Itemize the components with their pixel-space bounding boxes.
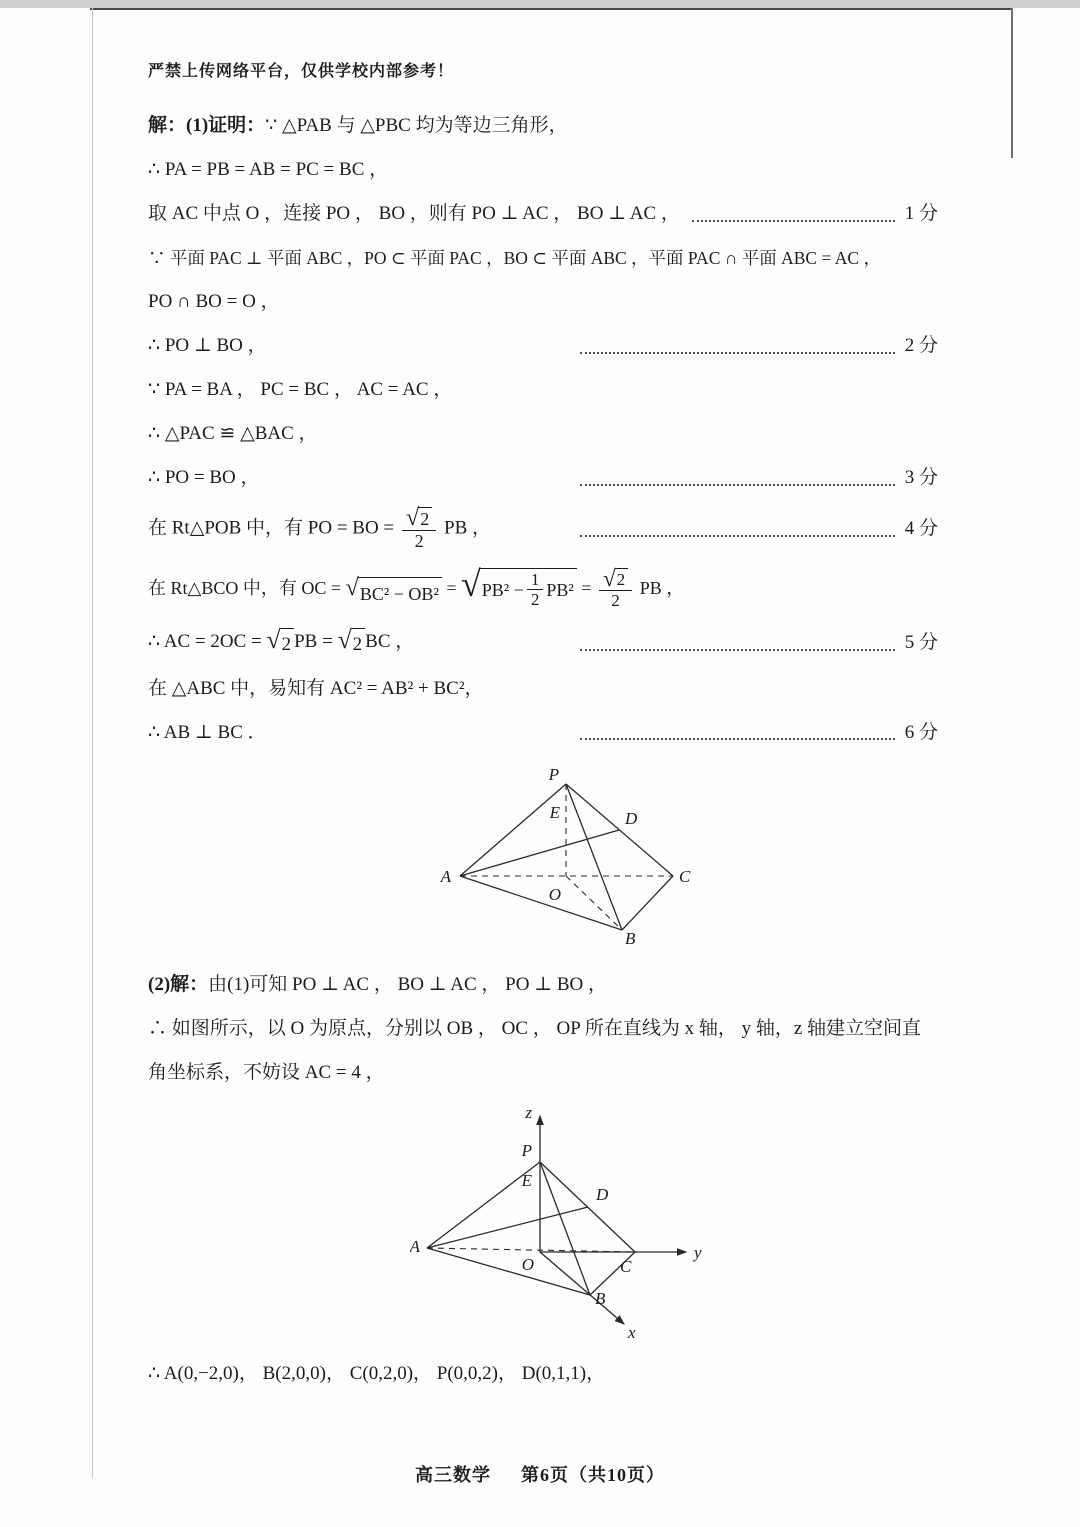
vertex-label-D: D: [625, 808, 638, 828]
denominator: 2: [414, 530, 424, 551]
axis-label-z: z: [525, 1102, 532, 1122]
axis-label-y: y: [694, 1242, 702, 1262]
solution-line-3: [148, 199, 938, 229]
vertex-label-E: E: [549, 802, 560, 822]
sqrt-expression-2: √ PB² − $\frac{1}{2}$ PB²: [461, 568, 577, 610]
radicand: 2: [418, 507, 432, 530]
dotted-leader: [692, 207, 895, 222]
score-mark-4: 4 分: [904, 518, 938, 540]
line11-pre: 在 Rt△BCO 中，有 OC =: [148, 577, 346, 598]
solution-line-8: ∴ △PAC ≌ △BAC ，: [148, 423, 318, 444]
solution-line-12: [148, 624, 938, 660]
vertex-label-B: B: [625, 928, 636, 948]
line14-text: ∴ AB ⊥ BC ．: [148, 721, 267, 743]
sqrt-2: √ 2: [338, 628, 366, 660]
vertex-label-E: E: [521, 1170, 532, 1190]
solution-line-7: ∵ PA = BA ， PC = BC ， AC = AC ，: [148, 379, 453, 400]
score-mark-5: 5 分: [904, 632, 938, 654]
footer-page-number: 第6页（共10页）: [521, 1465, 665, 1485]
radicand: 2: [615, 568, 629, 590]
fraction-one-half: $\frac{1}{2}$: [527, 570, 544, 610]
line12-text: [148, 624, 568, 660]
vertex-label-D: D: [596, 1184, 609, 1204]
line1-text: ∵ △PAB 与 △PBC 均为等边三角形，: [265, 115, 568, 136]
photo-edge-shade: [0, 0, 1080, 8]
line12-tail: BC ，: [365, 630, 415, 652]
score-mark-6: 6 分: [904, 721, 938, 743]
figure-tetrahedron-1: [435, 762, 938, 962]
equals: =: [576, 577, 596, 598]
fraction-sqrt2-over-2: √ 2 2: [402, 507, 436, 552]
solution-line-4: ∵ 平面 PAC ⊥ 平面 ABC ，PO ⊂ 平面 PAC ，BO ⊂ 平面 ABC ，平面 PAC ∩ 平面 ABC = AC ，: [148, 248, 881, 268]
radicand-part-a: PB² −: [481, 579, 524, 600]
solution-line-9: [148, 463, 938, 493]
vertex-label-C: C: [679, 866, 691, 886]
solution-line-1: [148, 111, 938, 141]
edge-BC: [622, 876, 673, 930]
solution-line-11: [148, 563, 938, 611]
score-mark-1: 1 分: [904, 203, 938, 224]
line10-tail: PB ，: [439, 517, 492, 539]
edge-PB: [566, 784, 622, 930]
edge-AB: [460, 876, 622, 930]
sqrt-2: √ 2: [267, 628, 295, 660]
dotted-leader: [580, 636, 895, 651]
vertex-label-A: A: [410, 1236, 420, 1256]
solution-line-13: 在 △ABC 中，易知有 AC² = AB² + BC²，: [148, 677, 484, 699]
vertex-label-O: O: [521, 1254, 534, 1274]
solution-line-16a: ∴ 如图所示，以 O 为原点，分别以 OB ， OC ， OP 所在直线为 x 轴， y 轴，z 轴建立空间直: [148, 1017, 922, 1039]
line3-text: 取 AC 中点 O ，连接 PO ， BO ，则有 PO ⊥ AC ， BO ⊥ AC ，: [148, 203, 680, 224]
line10-pre: 在 Rt△POB 中，有 PO = BO =: [148, 517, 399, 539]
solution-content: [148, 58, 938, 1403]
edge-PA: [460, 784, 566, 876]
solution-line-15: [148, 970, 938, 1000]
vertex-label-A: A: [440, 866, 451, 886]
dotted-leader: [580, 339, 895, 354]
page-footer: [0, 1461, 1080, 1487]
vertex-label-P: P: [521, 1140, 532, 1160]
edge-AD: [427, 1207, 588, 1248]
solution-line-10: [148, 504, 938, 552]
vertex-label-B: B: [595, 1288, 606, 1308]
denominator: 2: [611, 590, 620, 610]
vertex-label-C: C: [620, 1256, 632, 1276]
line12-pre: ∴ AC = 2OC =: [148, 630, 267, 652]
edge-AB: [427, 1248, 590, 1295]
axis-label-x: x: [628, 1322, 636, 1342]
dotted-leader: [580, 471, 895, 486]
solution-line-5: PO ∩ BO = O ，: [148, 291, 280, 312]
edge-AD: [460, 830, 619, 876]
score-mark-2: 2 分: [904, 335, 938, 356]
photo-edge-left: [92, 8, 93, 1478]
line10-text: [148, 504, 568, 552]
edge-OB-dashed: [566, 876, 622, 930]
dotted-leader: [580, 725, 895, 740]
line6-text: ∴ PO ⊥ BO ，: [148, 335, 267, 356]
edge-PB: [540, 1162, 590, 1295]
line11-tail: PB ，: [635, 577, 685, 598]
line15-prefix: (2)解：: [148, 973, 209, 995]
solution-line-6: [148, 331, 938, 361]
sqrt-expression-1: √ BC² − OB²: [346, 577, 442, 609]
line12-mid: PB =: [294, 630, 338, 652]
solution-line-2: ∴ PA = PB = AB = PC = BC ，: [148, 159, 389, 180]
header-notice: 严禁上传网络平台，仅供学校内部参考！: [148, 63, 455, 80]
solution-line-17: ∴ A(0,−2,0)， B(2,0,0)， C(0,2,0)， P(0,0,2)， D(0,1,1)，: [148, 1362, 606, 1384]
x-axis: [540, 1252, 624, 1324]
photo-edge-right: [1011, 8, 1013, 158]
fraction-sqrt2-over-2: √ 2 2: [599, 568, 632, 610]
solution-line-14: [148, 718, 938, 748]
photo-edge-top: [90, 8, 1013, 10]
line1-prefix: 解：(1)证明：: [148, 115, 266, 136]
solution-line-16b: 角坐标系，不妨设 AC = 4 ，: [148, 1061, 385, 1083]
score-mark-3: 3 分: [904, 467, 938, 488]
line9-text: ∴ PO = BO ，: [148, 467, 260, 488]
line15-text: 由(1)可知 PO ⊥ AC ， BO ⊥ AC ， PO ⊥ BO ，: [208, 973, 607, 995]
vertex-label-P: P: [548, 764, 559, 784]
radicand: BC² − OB²: [358, 577, 442, 609]
radicand-part-b: PB²: [546, 579, 574, 600]
figure-tetrahedron-axes: [410, 1102, 938, 1347]
dotted-leader: [580, 522, 895, 537]
vertex-label-O: O: [548, 884, 561, 904]
equals: =: [441, 577, 461, 598]
footer-course: 高三数学: [415, 1465, 491, 1485]
edge-PC: [566, 784, 673, 876]
